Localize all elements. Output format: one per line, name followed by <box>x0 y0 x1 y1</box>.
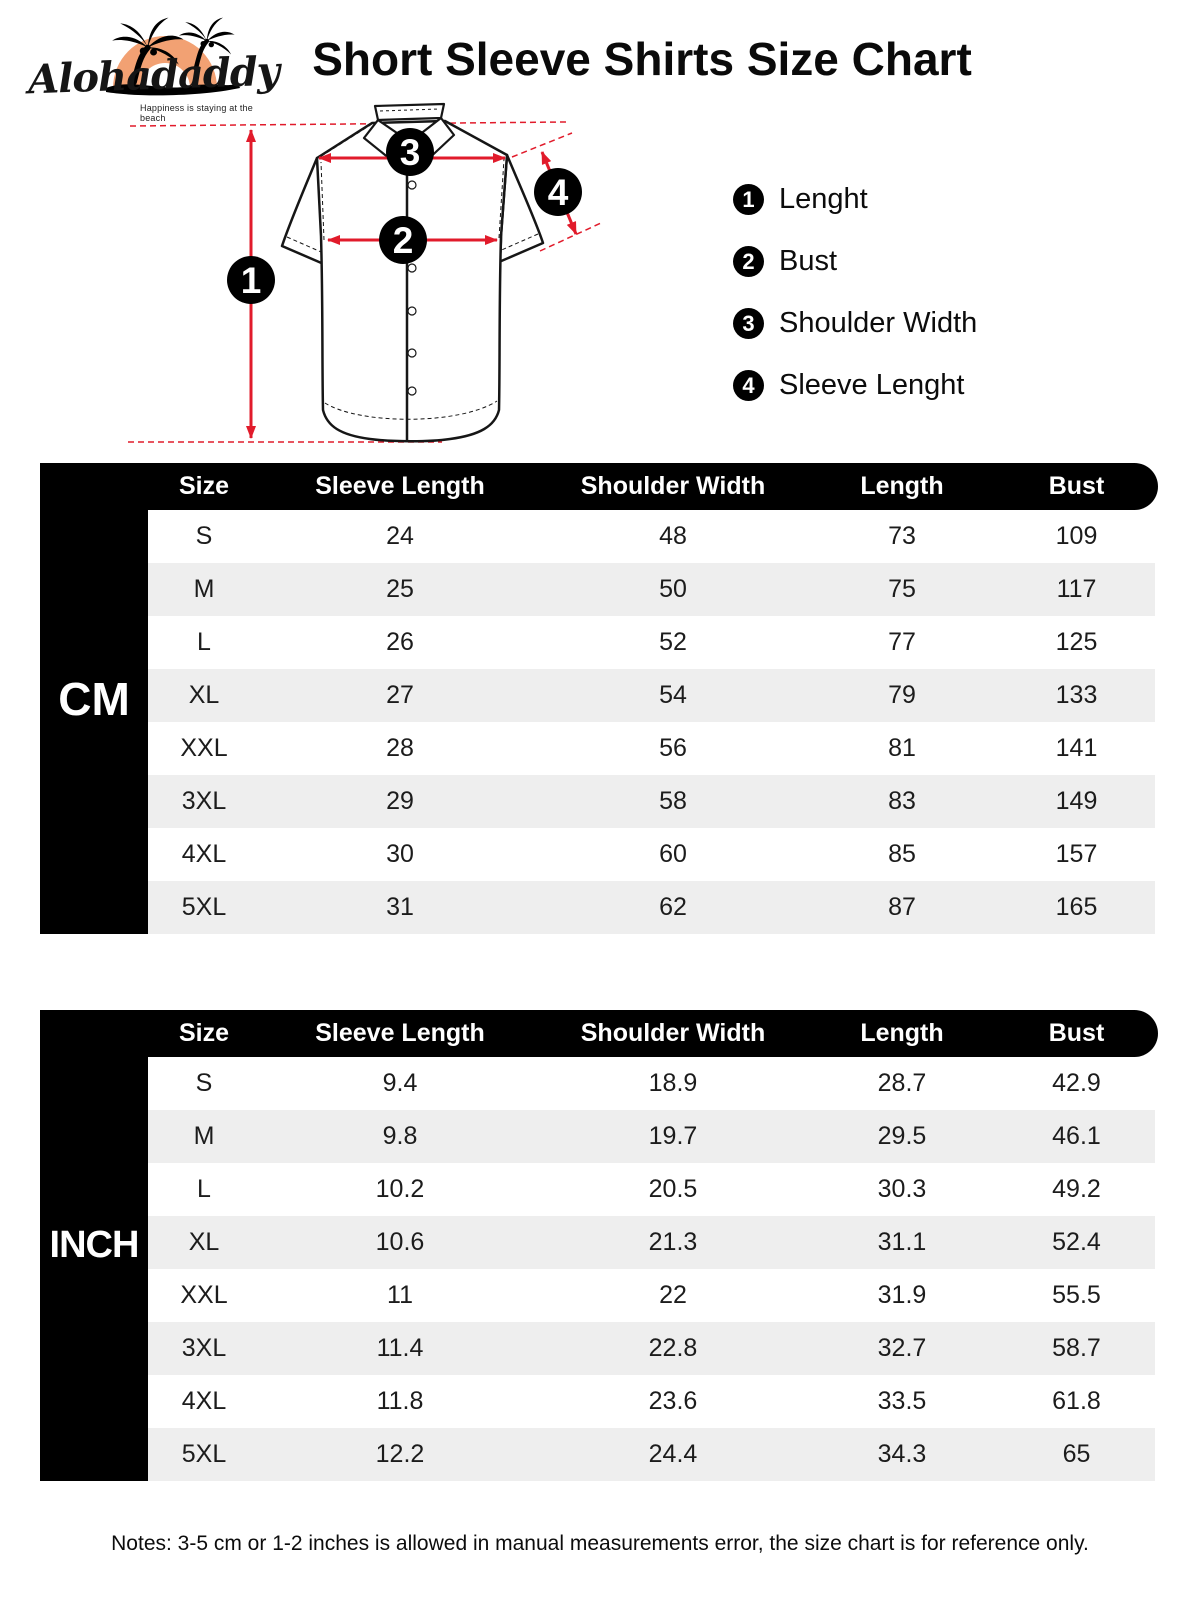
unit-label-inch: INCH <box>49 1224 139 1266</box>
table-cell: 46.1 <box>1052 1122 1101 1150</box>
measure-marker-3 <box>386 128 434 176</box>
table-cell: 3XL <box>181 1334 227 1362</box>
table-row <box>148 1269 1155 1322</box>
table-cell: 9.8 <box>382 1122 418 1150</box>
svg-text:4: 4 <box>547 172 569 213</box>
table-cell: 31.1 <box>877 1228 927 1256</box>
sleeve-guide-bottom <box>540 223 601 251</box>
unit-strip-cm <box>40 463 148 934</box>
table-cell: 48 <box>659 522 687 550</box>
table-cell: L <box>197 628 211 656</box>
table-cell: 4XL <box>181 1387 227 1415</box>
table-cell: M <box>193 1122 215 1150</box>
table-cell: S <box>195 522 213 550</box>
table-cell: 55.5 <box>1052 1281 1101 1309</box>
table-cell: M <box>193 575 215 603</box>
legend-label: Bust <box>779 245 838 277</box>
table-cell: 22.8 <box>648 1334 698 1362</box>
table-cell: 11 <box>387 1281 413 1309</box>
measure-marker-4 <box>534 168 582 216</box>
table-cell: 11.8 <box>376 1387 424 1415</box>
table-row <box>148 1322 1155 1375</box>
column-header-bust: Bust <box>1048 1019 1105 1047</box>
table-row <box>148 1110 1155 1163</box>
table-cell: 65 <box>1062 1440 1091 1468</box>
shirt-measurement-diagram <box>120 95 620 455</box>
table-cell: 31 <box>386 893 414 921</box>
table-cell: 10.6 <box>375 1228 425 1256</box>
table-row <box>148 1375 1155 1428</box>
table-cell: 77 <box>888 628 916 656</box>
legend-badge-4: 4 <box>733 370 764 401</box>
legend-label: Lenght <box>779 183 868 215</box>
table-row <box>148 1057 1155 1110</box>
length-guide-top <box>130 122 566 126</box>
table-cell: 21.3 <box>648 1228 698 1256</box>
table-cell: 109 <box>1055 522 1098 550</box>
table-cell: 60 <box>659 840 687 868</box>
table-cell: 29.5 <box>877 1122 927 1150</box>
table-cell: 61.8 <box>1052 1387 1101 1415</box>
column-header-size: Size <box>178 1019 230 1047</box>
table-cell: 4XL <box>181 840 227 868</box>
table-cell: 141 <box>1055 734 1098 762</box>
legend-item-sleeve-length <box>733 369 977 402</box>
column-header-length: Length <box>860 1019 944 1047</box>
table-row <box>148 1428 1155 1481</box>
table-cell: S <box>195 1069 213 1097</box>
svg-text:3: 3 <box>399 132 421 173</box>
table-cell: 81 <box>888 734 916 762</box>
page-title: Short Sleeve Shirts Size Chart <box>312 33 972 85</box>
table-cell: 19.7 <box>648 1122 698 1150</box>
table-cell: 125 <box>1055 628 1098 656</box>
legend-badge-2: 2 <box>733 246 764 277</box>
table-cell: XXL <box>180 734 228 762</box>
table-cell: 5XL <box>181 893 227 921</box>
measure-marker-1 <box>227 256 275 304</box>
table-row <box>148 669 1155 722</box>
table-row <box>148 510 1155 563</box>
table-cell: 27 <box>386 681 414 709</box>
table-body-inch <box>148 1057 1155 1481</box>
table-cell: 20.5 <box>648 1175 698 1203</box>
legend-badge-1: 1 <box>733 184 764 215</box>
table-cell: 83 <box>888 787 916 815</box>
table-cell: 58 <box>659 787 687 815</box>
table-row <box>148 722 1155 775</box>
table-cell: 56 <box>659 734 687 762</box>
measure-legend <box>733 183 977 402</box>
brand-name: Alohadaddy <box>27 47 280 104</box>
table-cell: 133 <box>1055 681 1098 709</box>
table-row <box>148 775 1155 828</box>
table-cell: 49.2 <box>1052 1175 1101 1203</box>
table-cell: 34.3 <box>877 1440 927 1468</box>
table-cell: 52.4 <box>1052 1228 1101 1256</box>
table-cell: 18.9 <box>648 1069 698 1097</box>
column-header-sleeve-length: Sleeve Length <box>315 1019 485 1047</box>
table-cell: 25 <box>386 575 414 603</box>
table-cell: 62 <box>659 893 687 921</box>
size-table-inch <box>40 1010 1158 1481</box>
svg-text:1: 1 <box>240 260 262 301</box>
legend-item-length <box>733 183 977 216</box>
table-cell: 73 <box>888 522 916 550</box>
table-cell: 149 <box>1055 787 1098 815</box>
table-cell: 9.4 <box>382 1069 418 1097</box>
table-cell: 32.7 <box>877 1334 927 1362</box>
table-cell: 157 <box>1055 840 1098 868</box>
unit-strip-inch <box>40 1010 148 1481</box>
column-header-length: Length <box>860 472 944 500</box>
column-header-size: Size <box>178 472 230 500</box>
table-cell: XL <box>188 1228 220 1256</box>
table-header-cm <box>40 463 1158 510</box>
legend-item-bust <box>733 245 977 278</box>
measure-marker-2 <box>379 216 427 264</box>
table-cell: 165 <box>1055 893 1098 921</box>
notes-text: Notes: 3-5 cm or 1-2 inches is allowed in manual measurements error, the size chart is for reference only. <box>111 1532 1089 1555</box>
table-cell: 22 <box>659 1281 687 1309</box>
svg-text:2: 2 <box>392 220 414 261</box>
legend-badge-3: 3 <box>733 308 764 339</box>
table-cell: 5XL <box>181 1440 227 1468</box>
table-cell: 28 <box>386 734 414 762</box>
table-cell: 12.2 <box>375 1440 425 1468</box>
brand-tagline: Happiness is staying at the beach <box>140 103 253 123</box>
table-cell: XXL <box>180 1281 228 1309</box>
table-cell: 58.7 <box>1052 1334 1101 1362</box>
table-cell: 29 <box>386 787 414 815</box>
table-row <box>148 828 1155 881</box>
table-cell: 11.4 <box>376 1334 424 1362</box>
column-header-bust: Bust <box>1048 472 1105 500</box>
table-cell: XL <box>188 681 220 709</box>
table-cell: 42.9 <box>1052 1069 1101 1097</box>
size-table-cm <box>40 463 1158 934</box>
table-cell: 31.9 <box>877 1281 927 1309</box>
table-header-inch <box>40 1010 1158 1057</box>
table-cell: 52 <box>659 628 687 656</box>
legend-item-shoulder-width <box>733 307 977 340</box>
legend-label: Sleeve Lenght <box>779 369 965 401</box>
column-header-shoulder-width: Shoulder Width <box>580 1019 766 1047</box>
column-header-shoulder-width: Shoulder Width <box>580 472 766 500</box>
table-cell: 23.6 <box>648 1387 698 1415</box>
table-row <box>148 1163 1155 1216</box>
table-cell: 87 <box>888 893 916 921</box>
table-body-cm <box>148 510 1155 934</box>
table-cell: 79 <box>888 681 916 709</box>
table-cell: 28.7 <box>877 1069 927 1097</box>
table-cell: 33.5 <box>877 1387 927 1415</box>
table-cell: 10.2 <box>375 1175 425 1203</box>
table-cell: 54 <box>659 681 687 709</box>
table-row <box>148 881 1155 934</box>
table-cell: 3XL <box>181 787 227 815</box>
table-cell: 85 <box>888 840 916 868</box>
table-cell: 26 <box>386 628 414 656</box>
table-row <box>148 616 1155 669</box>
legend-label: Shoulder Width <box>779 307 978 339</box>
table-cell: 24 <box>386 522 414 550</box>
unit-label-cm: CM <box>58 672 130 725</box>
table-row <box>148 563 1155 616</box>
table-cell: 30.3 <box>877 1175 927 1203</box>
table-cell: 24.4 <box>648 1440 698 1468</box>
table-cell: 50 <box>659 575 687 603</box>
table-cell: 30 <box>386 840 414 868</box>
table-cell: 75 <box>888 575 916 603</box>
column-header-sleeve-length: Sleeve Length <box>315 472 485 500</box>
table-cell: L <box>197 1175 211 1203</box>
table-row <box>148 1216 1155 1269</box>
table-cell: 117 <box>1056 575 1097 603</box>
